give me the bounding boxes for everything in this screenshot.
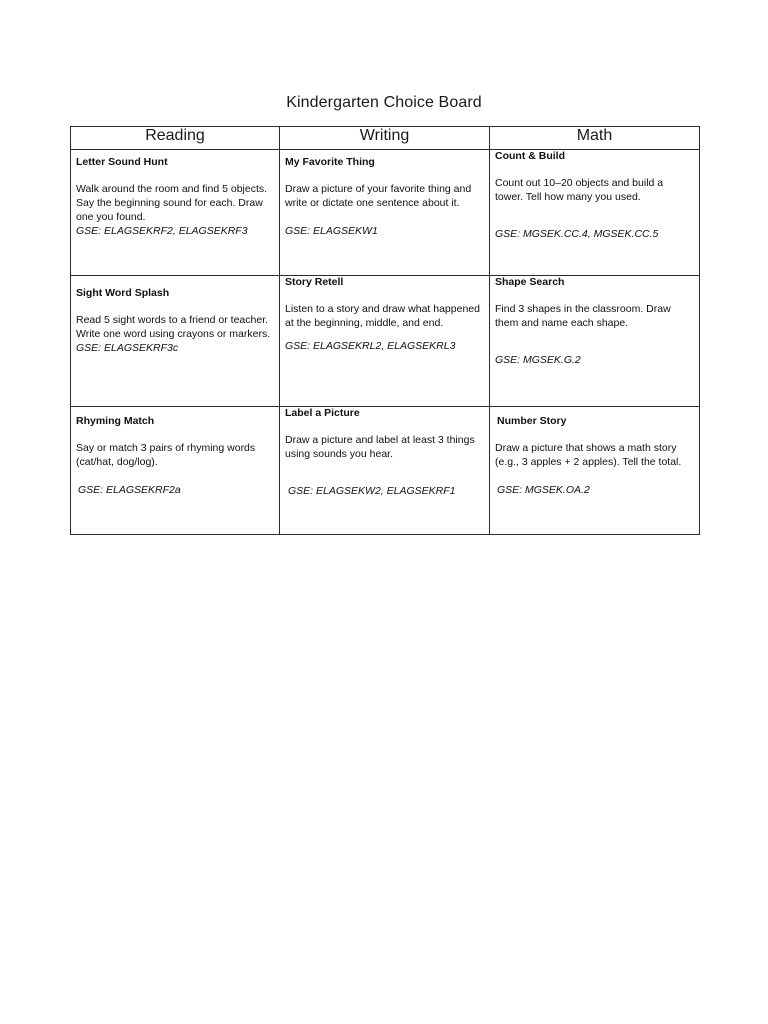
- activity-description: Draw a picture and label at least 3 things using sounds you hear.: [285, 434, 475, 460]
- activity-description: Draw a picture of your favorite thing and write or dictate one sentence about it.: [285, 183, 472, 209]
- activity-description: Read 5 sight words to a friend or teacher. Write one word using crayons or markers.: [76, 314, 271, 340]
- column-header-math: Math: [490, 127, 700, 150]
- choice-cell: [490, 150, 700, 276]
- choice-cell: [280, 276, 490, 407]
- activity-standard: GSE: ELAGSEKW1: [285, 225, 378, 237]
- activity-description: Find 3 shapes in the classroom. Draw them and name each shape.: [495, 303, 671, 329]
- choice-cell: [280, 150, 490, 276]
- activity-description: Count out 10–20 objects and build a tower. Tell how many you used.: [495, 177, 664, 203]
- activity-standard: GSE: ELAGSEKRF2a: [78, 484, 181, 496]
- activity-standard: GSE: ELAGSEKRF3c: [76, 342, 179, 354]
- activity-title: Rhyming Match: [76, 415, 155, 427]
- header-row: [71, 127, 700, 150]
- choice-cell: [490, 276, 700, 407]
- activity-title: Shape Search: [495, 276, 565, 288]
- column-header-writing: Writing: [280, 127, 490, 150]
- activity-standard: GSE: MGSEK.OA.2: [497, 484, 590, 496]
- choice-board-table: [70, 126, 700, 535]
- activity-title: Sight Word Splash: [76, 287, 170, 299]
- table-row: [71, 150, 700, 276]
- activity-title: Letter Sound Hunt: [76, 156, 168, 168]
- table-row: [71, 407, 700, 535]
- table-row: [71, 276, 700, 407]
- choice-cell: [71, 150, 280, 276]
- activity-description: Walk around the room and find 5 objects. Say the beginning sound for each. Draw one you found.: [76, 183, 268, 223]
- activity-standard: GSE: ELAGSEKW2, ELAGSEKRF1: [288, 485, 456, 497]
- choice-cell: [71, 276, 280, 407]
- activity-title: Label a Picture: [285, 407, 360, 419]
- column-header-reading: Reading: [71, 127, 280, 150]
- activity-title: Count & Build: [495, 150, 565, 162]
- choice-cell: [490, 407, 700, 535]
- activity-title: My Favorite Thing: [285, 156, 375, 168]
- activity-standard: GSE: ELAGSEKRL2, ELAGSEKRL3: [285, 340, 456, 352]
- activity-standard: GSE: MGSEK.G.2: [495, 354, 581, 366]
- activity-description: Say or match 3 pairs of rhyming words (cat/hat, dog/log).: [76, 442, 256, 468]
- choice-cell: [71, 407, 280, 535]
- activity-standard: GSE: MGSEK.CC.4, MGSEK.CC.5: [495, 228, 659, 240]
- activity-standard: GSE: ELAGSEKRF2, ELAGSEKRF3: [76, 225, 248, 237]
- activity-description: Draw a picture that shows a math story (e.g., 3 apples + 2 apples). Tell the total.: [495, 442, 682, 468]
- page-title: Kindergarten Choice Board: [286, 94, 482, 111]
- activity-title: Story Retell: [285, 276, 344, 288]
- choice-cell: [280, 407, 490, 535]
- activity-title: Number Story: [497, 415, 567, 427]
- activity-description: Listen to a story and draw what happened at the beginning, middle, and end.: [285, 303, 480, 329]
